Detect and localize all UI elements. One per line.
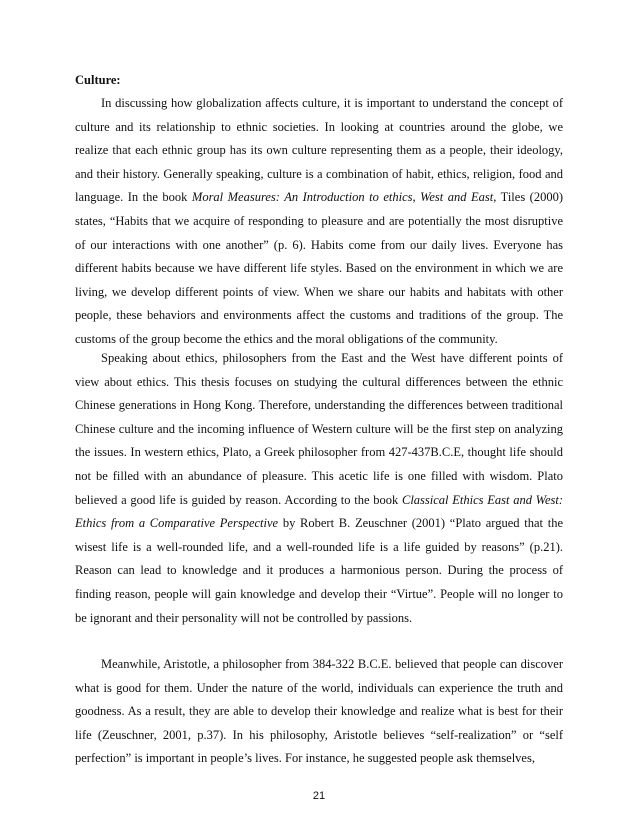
text-run: Meanwhile, Aristotle, a philosopher from 384-322 B.C.E. believed that people can discover what is good for them. Under the nature of the world, individuals can experience the truth and goodness. As a result, they are able to develop their knowledge and realize what is best for their life (Zeuschner, 2001, p.37). In his philosophy, Aristotle believes “self-realization” or “self perfection” is important in people’s lives. For instance, he suggested people ask themselves,	[75, 657, 563, 766]
book-title-italic: Classical Ethics East and West: Ethics from a Comparative Perspective	[75, 492, 563, 531]
text-run: In discussing how globalization affects culture, it is important to understand the concept of culture and its relationship to ethnic societies. In looking at countries around the globe, we realize that each ethnic group has its own culture representing them as a people, their ideology, and their history. Generally speaking, culture is a combination of habit, ethics, religion, food and language. In the book	[75, 96, 563, 205]
section-heading: Culture:	[75, 73, 121, 87]
text-run: Speaking about ethics, philosophers from the East and the West have different points of view about ethics. This thesis focuses on studying the cultural differences between the ethnic Chinese generations in Hong Kong. Therefore, understanding the differences between traditional Chinese culture and the incoming influence of Western culture will be the first step on analyzing the issues. In western ethics, Plato, a Greek philosopher from 427-437B.C.E, thought life should not be filled with an abundance of pleasure. This acetic life is one filled with wisdom. Plato believed a good life is guided by reason. According to the book	[75, 351, 563, 507]
text-run: , Tiles (2000) states, “Habits that we acquire of responding to pleasure and are potentially the most disruptive of our interactions with one another” (p. 6). Habits come from our daily lives. Everyone has different habits because we have different life styles. Based on the environment in which we are living, we develop different points of view. When we share our habits and habitats with other people, these behaviors and environments affect the customs and traditions of the group. The customs of the group become the ethics and the moral obligations of the community.	[75, 190, 563, 346]
page-number: 21	[312, 790, 326, 802]
paragraph-ethics	[75, 347, 563, 630]
paragraph-aristotle	[75, 653, 563, 771]
book-title-italic: Moral Measures: An Introduction to ethics, West and East	[191, 190, 494, 205]
paragraph-culture	[75, 92, 563, 352]
text-run: by Robert B. Zeuschner (2001) “Plato argued that the wisest life is a well-rounded life, and a well-rounded life is a life guided by reasons” (p.21). Reason can lead to knowledge and it produces a harmonious person. During the process of finding reason, people will gain knowledge and develop their “Virtue”. People will no longer to be ignorant and their personality will not be controlled by passions.	[75, 516, 563, 625]
